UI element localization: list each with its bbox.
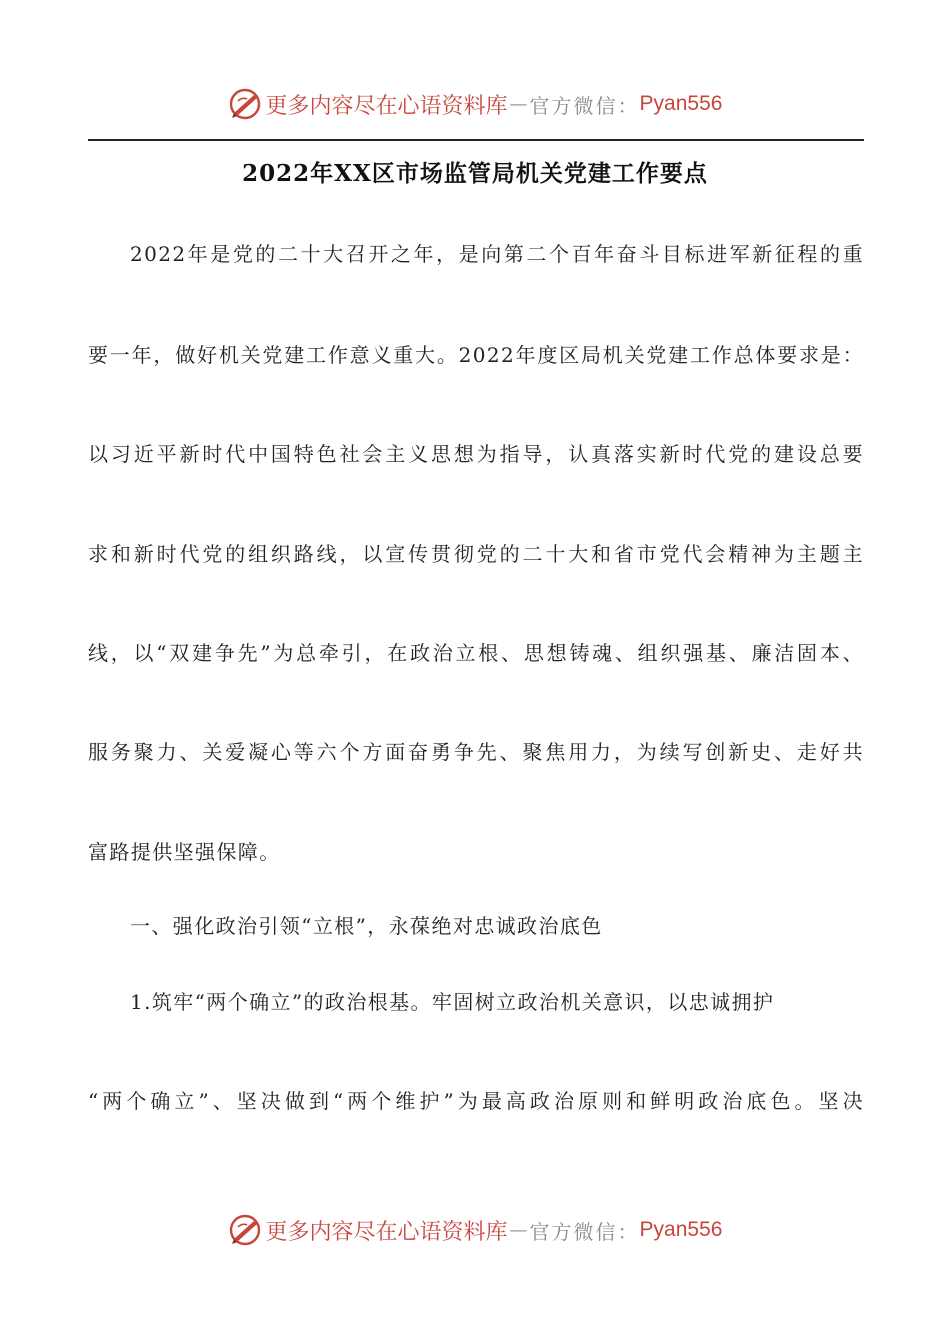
banner-wechat-id: Pyan556 (639, 92, 723, 115)
section-heading: 一、强化政治引领“立根”，永葆绝对忠诚政治底色 (130, 914, 603, 938)
banner-label: 官方微信： (529, 1219, 640, 1244)
banner-dash: — (509, 1219, 528, 1241)
banner-slogan: 更多内容尽在心语资料库 (265, 93, 508, 119)
paragraph-line: 富路提供坚强保障。 (88, 840, 281, 864)
paragraph-line: 以习近平新时代中国特色社会主义思想为指导，认真落实新时代党的建设总要 (88, 442, 864, 466)
paragraph-line: “两个确立”、坚决做到“两个维护”为最高政治原则和鲜明政治底色。坚决 (88, 1089, 864, 1113)
paragraph-line: 要一年，做好机关党建工作意义重大。2022年度区局机关党建工作总体要求是： (88, 343, 864, 367)
paragraph-line: 求和新时代党的组织路线，以宣传贯彻党的二十大和省市党代会精神为主题主 (88, 542, 864, 566)
pen-logo-icon (228, 1213, 262, 1247)
header-banner (0, 84, 950, 124)
paragraph-line: 线，以“双建争先”为总牵引，在政治立根、思想铸魂、组织强基、廉洁固本、 (88, 641, 864, 665)
document-title: 2022年XX区市场监管局机关党建工作要点 (242, 160, 708, 187)
banner-dash: — (509, 93, 528, 115)
pen-logo-icon (228, 87, 262, 121)
paragraph-line: 服务聚力、关爱凝心等六个方面奋勇争先、聚焦用力，为续写创新史、走好共 (88, 740, 864, 764)
banner-label: 官方微信： (529, 93, 640, 118)
paragraph-line: 2022年是党的二十大召开之年，是向第二个百年奋斗目标进军新征程的重 (130, 242, 864, 266)
paragraph-line: 1.筑牢“两个确立”的政治根基。牢固树立政治机关意识，以忠诚拥护 (130, 990, 775, 1014)
header-rule (88, 139, 864, 141)
footer-banner (0, 1210, 950, 1250)
banner-wechat-id: Pyan556 (639, 1218, 723, 1241)
banner-slogan: 更多内容尽在心语资料库 (265, 1219, 508, 1245)
